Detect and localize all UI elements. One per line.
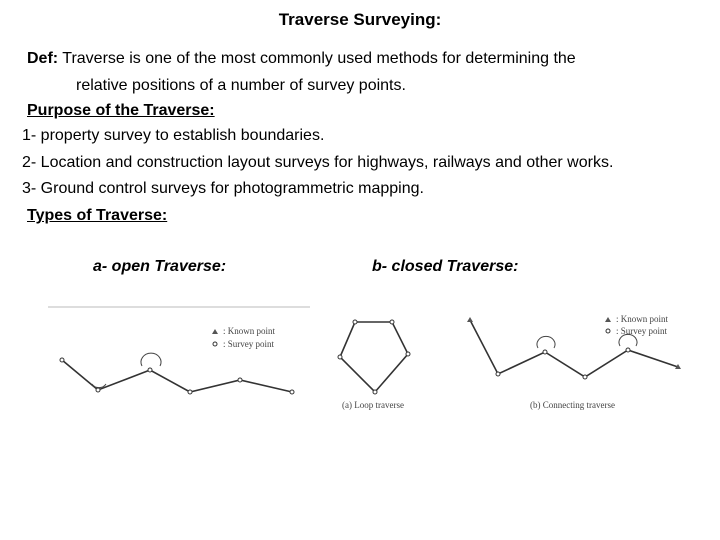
survey-point-icon: [148, 368, 152, 372]
definition-line-2: relative positions of a number of survey points.: [76, 77, 406, 94]
open-traverse-label: a- open Traverse:: [93, 258, 227, 275]
purpose-item-2: 2- Location and construction layout surveys for highways, railways and other works.: [22, 154, 614, 171]
survey-point-icon: [606, 329, 610, 333]
purpose-item-3: 3- Ground control surveys for photogrammetric mapping.: [22, 180, 424, 197]
page-title: Traverse Surveying:: [278, 10, 442, 29]
purpose-heading: Purpose of the Traverse:: [27, 102, 215, 119]
survey-point-icon: [583, 375, 587, 379]
loop-traverse-figure: [330, 312, 430, 412]
survey-point-icon: [390, 320, 394, 324]
survey-point-icon: [188, 390, 192, 394]
survey-point-icon: [60, 358, 64, 362]
known-point-icon: [212, 329, 218, 334]
survey-point-icon: [338, 355, 342, 359]
connecting-caption: (b) Connecting traverse: [530, 400, 615, 410]
definition-line-1: [27, 50, 576, 68]
angle-arc: [141, 353, 161, 366]
angle-arc: [619, 334, 637, 346]
known-point-icon: [605, 317, 611, 322]
legend-known-text: : Known point: [616, 314, 669, 324]
legend-survey-text: : Survey point: [616, 326, 667, 336]
survey-point-icon: [496, 372, 500, 376]
loop-caption: (a) Loop traverse: [342, 400, 404, 410]
open-traverse-figure: [40, 300, 315, 410]
types-heading: Types of Traverse:: [27, 207, 168, 224]
survey-point-icon: [626, 348, 630, 352]
survey-point-icon: [213, 342, 217, 346]
survey-point-icon: [373, 390, 377, 394]
connecting-traverse-figure: [460, 312, 685, 412]
loop-traverse-path: [340, 322, 408, 392]
survey-point-icon: [353, 320, 357, 324]
survey-point-icon: [290, 390, 294, 394]
purpose-item-1: 1- property survey to establish boundaries.: [22, 127, 325, 144]
survey-point-icon: [238, 378, 242, 382]
angle-arc: [537, 336, 555, 348]
definition-text-1: Traverse is one of the most commonly used methods for determining the: [58, 50, 576, 67]
legend-survey-text: : Survey point: [223, 339, 274, 349]
survey-point-icon: [543, 350, 547, 354]
survey-point-icon: [406, 352, 410, 356]
legend-known-text: : Known point: [223, 326, 276, 336]
definition-label: Def:: [27, 50, 59, 67]
closed-traverse-label: b- closed Traverse:: [372, 258, 519, 275]
survey-point-icon: [96, 388, 100, 392]
known-point-icon: [467, 317, 473, 322]
